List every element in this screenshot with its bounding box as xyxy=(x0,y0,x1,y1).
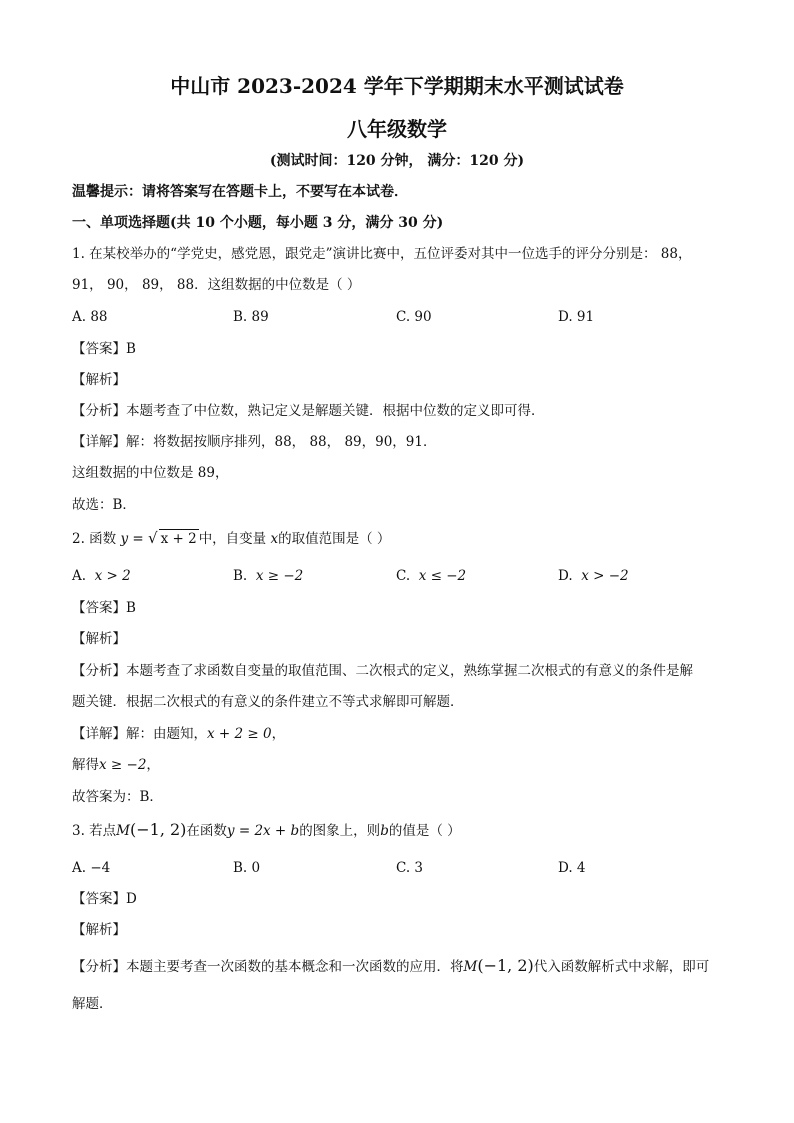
q2-option-b: B. x ≥ −2 xyxy=(233,568,304,584)
q1-choose: 故选：B． xyxy=(72,497,136,513)
q2-after2: 的取值范围是（ ） xyxy=(278,531,391,547)
q2-func-eq: = xyxy=(128,531,149,547)
notice: 温馨提示：请将答案写在答题卡上，不要写在本试卷． xyxy=(72,184,408,200)
q3-fenxi: 【分析】本题主要考查一次函数的基本概念和一次函数的应用．将M(−1, 2)代入函数解析式中求解，即可 xyxy=(72,956,710,975)
q2-option-a: A. x > 2 xyxy=(72,568,131,584)
q1-option-c: C. 90 xyxy=(396,309,432,325)
q3-option-d: D. 4 xyxy=(558,860,586,876)
q2-option-d: D. x > −2 xyxy=(558,568,629,584)
q3-option-c: C. 3 xyxy=(396,860,424,876)
q3-fenxi-line2: 解题． xyxy=(72,996,113,1012)
q1-option-d: D. 91 xyxy=(558,309,595,325)
q3-option-a: A. −4 xyxy=(72,860,111,876)
q2-radicand: x + 2 xyxy=(160,531,197,547)
q2-num: 2. 函数 xyxy=(72,531,117,547)
q3-analysis-label: 【解析】 xyxy=(72,922,126,938)
exam-meta: (测试时间：120 分钟， 满分：120 分) xyxy=(269,153,525,169)
q1-option-b: B. 89 xyxy=(233,309,269,325)
q2-after: 中，自变量 xyxy=(198,531,267,547)
q2-fenxi-line1: 【分析】本题考查了求函数自变量的取值范围、二次根式的定义，熟练掌握二次根式的有意义的条件是解 xyxy=(72,663,693,679)
q2-stem xyxy=(72,529,390,548)
q2-option-c: C. x ≤ −2 xyxy=(396,568,467,584)
q3-stem: 3. 若点M(−1, 2)在函数y = 2x + b的图象上，则b的值是（ ） xyxy=(72,820,461,839)
q3-answer: 【答案】D xyxy=(72,891,137,907)
sqrt-icon: √ xyxy=(148,529,158,547)
q2-fenxi-line2: 题关键．根据二次根式的有意义的条件建立不等式求解即可解题． xyxy=(72,694,464,710)
exam-title: 中山市 2023-2024 学年下学期期末水平测试试卷 xyxy=(170,74,624,98)
q2-analysis-label: 【解析】 xyxy=(72,631,126,647)
q1-stem-line1: 1. 在某校举办的“学党史，感党恩，跟党走”演讲比赛中，五位评委对其中一位选手的评分分别是： 88， xyxy=(72,246,692,262)
exam-subtitle: 八年级数学 xyxy=(347,117,447,141)
q1-answer: 【答案】B xyxy=(72,341,136,357)
q1-fenxi: 【分析】本题考查了中位数，熟记定义是解题关键．根据中位数的定义即可得． xyxy=(72,403,545,419)
q1-analysis-label: 【解析】 xyxy=(72,372,126,388)
q1-detail: 【详解】解：将数据按顺序排列，88， 88， 89，90，91． xyxy=(72,434,437,450)
q3-option-b: B. 0 xyxy=(233,860,261,876)
q1-stem-line2: 91， 90， 89， 88．这组数据的中位数是（ ） xyxy=(72,277,361,293)
q2-choose: 故答案为：B． xyxy=(72,789,163,805)
q1-option-a: A. 88 xyxy=(72,309,108,325)
q2-solve: 解得x ≥ −2， xyxy=(72,757,160,773)
q2-var: x xyxy=(270,531,279,547)
q1-median-line: 这组数据的中位数是 89， xyxy=(72,465,229,481)
section-heading: 一、单项选择题(共 10 个小题，每小题 3 分，满分 30 分) xyxy=(72,215,444,231)
q2-detail: 【详解】解：由题知，x + 2 ≥ 0， xyxy=(72,726,286,742)
q2-func-y: y xyxy=(120,531,129,547)
q2-answer: 【答案】B xyxy=(72,600,136,616)
